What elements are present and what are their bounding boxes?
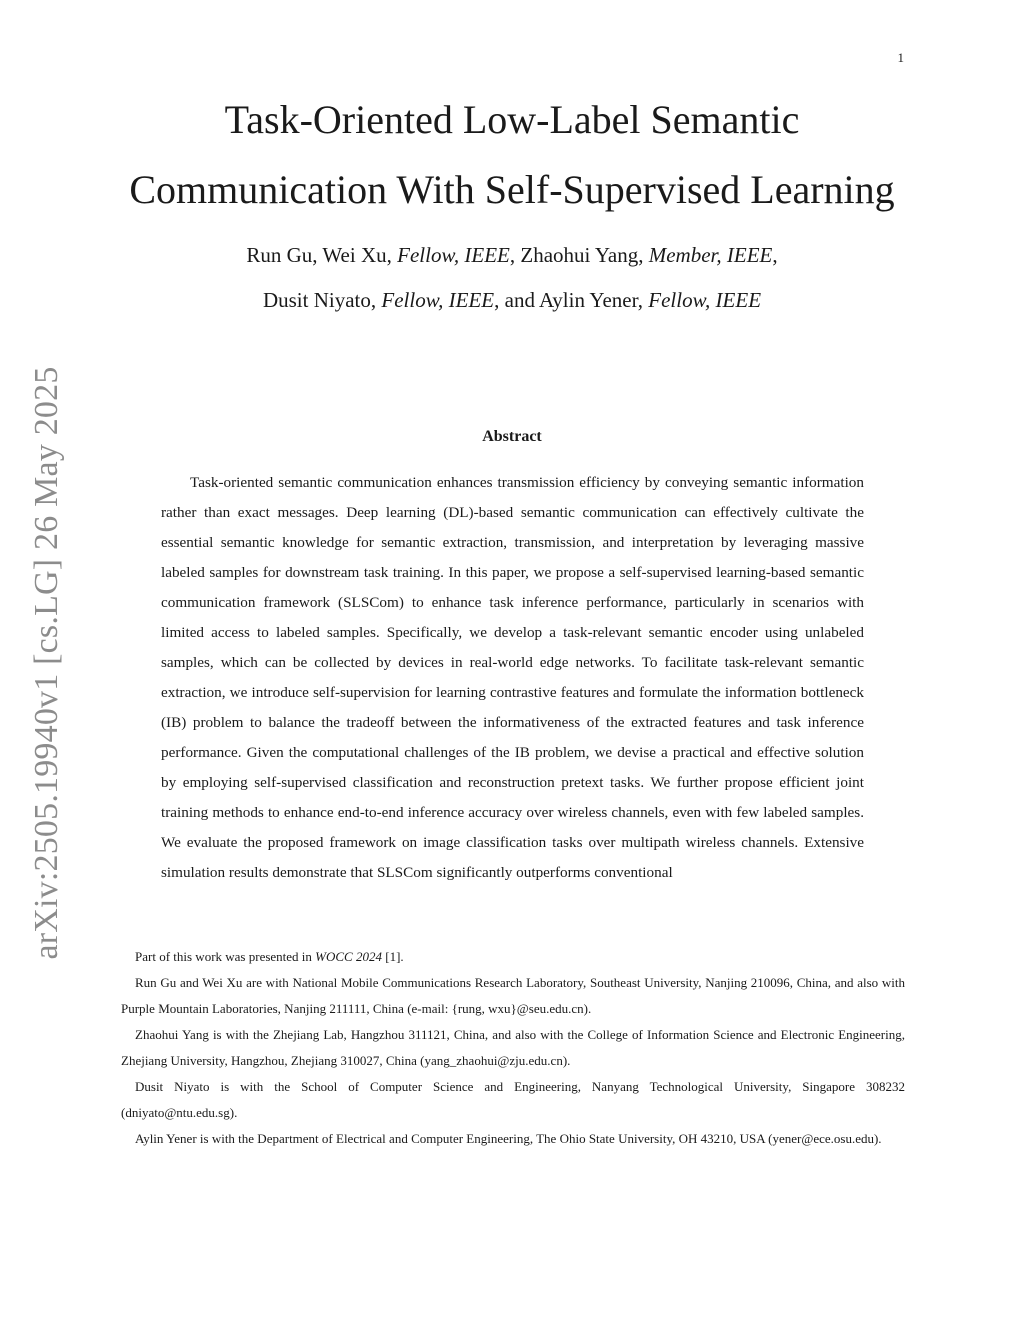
author-zhaohui-yang: , Zhaohui Yang, <box>509 243 649 267</box>
author-run-gu: Run Gu, <box>246 243 323 267</box>
page-number: 1 <box>897 50 904 65</box>
paper-title-line-1: Task-Oriented Low-Label Semantic <box>224 97 800 142</box>
abstract-heading: Abstract <box>482 428 542 445</box>
footnote-affiliation-gu-xu: Run Gu and Wei Xu are with National Mobile Communications Research Laboratory, Southeast University, Nanjing 210096, China, and also with Purple Mountain Laboratories, Nanjing 211111, China (e-mail: {rung, wxu}@seu.edu.cn). <box>121 975 905 1016</box>
author-zhaohui-yang-membership: Member, IEEE <box>648 243 773 267</box>
footnote-conference-venue: WOCC 2024 <box>315 949 382 964</box>
author-wei-xu: Wei Xu, <box>322 243 398 267</box>
arxiv-identifier-stamp <box>22 365 72 960</box>
author-dusit-niyato-membership: Fellow, IEEE <box>381 288 495 312</box>
footnote-conference-reference: [1]. <box>381 949 404 964</box>
author-dusit-niyato: Dusit Niyato, <box>262 288 382 312</box>
footnote-affiliation-niyato: Dusit Niyato is with the School of Computer Science and Engineering, Nanyang Technological University, Singapore 308232 (dniyato@ntu.edu.sg). <box>121 1079 905 1120</box>
footnotes <box>121 944 905 1152</box>
author-aylin-yener-membership: Fellow, IEEE <box>648 288 762 312</box>
footnote-conference <box>121 944 905 970</box>
author-aylin-yener: , and Aylin Yener, <box>494 288 649 312</box>
arxiv-stamp-text: arXiv:2505.19940v1 [cs.LG] 26 May 2025 <box>28 365 65 960</box>
author-list-line-1 <box>0 245 1024 266</box>
footnote-affiliation-yener: Aylin Yener is with the Department of Electrical and Computer Engineering, The Ohio State University, OH 43210, USA (yener@ece.osu.edu). <box>135 1131 882 1146</box>
paper-title-line-2: Communication With Self-Supervised Learning <box>129 167 895 212</box>
footnote-affiliation-yang: Zhaohui Yang is with the Zhejiang Lab, Hangzhou 311121, China, and also with the College of Information Science and Electronic Engineering, Zhejiang University, Hangzhou, Zhejiang 310027, China (yang_zhaohui@zju.edu.cn). <box>121 1027 905 1068</box>
author-list-line-2 <box>0 290 1024 311</box>
author-wei-xu-membership: Fellow, IEEE <box>397 243 510 267</box>
author-separator: , <box>772 243 778 267</box>
abstract-text: Task-oriented semantic communication enhances transmission efficiency by conveying semantic information rather than exact messages. Deep learning (DL)-based semantic communication can effectively cultivate the essential semantic knowledge for semantic extraction, transmission, and interpretation by leveraging massive labeled samples for downstream task training. In this paper, we propose a self-supervised learning-based semantic communication framework (SLSCom) to enhance task inference performance, particularly in scenarios with limited access to labeled samples. Specifically, we develop a task-relevant semantic encoder using unlabeled samples, which can be collected by devices in real-world edge networks. To facilitate task-relevant semantic extraction, we introduce self-supervision for learning contrastive features and formulate the information bottleneck (IB) problem to balance the tradeoff between the informativeness of the extracted features and task inference performance. Given the computational challenges of the IB problem, we devise a practical and effective solution by employing self-supervised classification and reconstruction pretext tasks. We further propose efficient joint training methods to enhance end-to-end inference accuracy over wireless channels, even with few labeled samples. We evaluate the proposed framework on image classification tasks over multipath wireless channels. Extensive simulation results demonstrate that SLSCom significantly outperforms conventional <box>161 474 864 881</box>
footnote-conference-text: Part of this work was presented in <box>135 949 316 964</box>
